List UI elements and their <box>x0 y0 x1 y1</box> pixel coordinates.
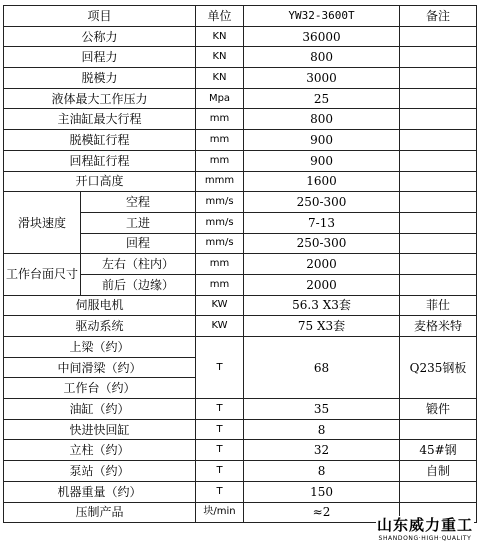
row-item: 回程力 <box>4 47 196 68</box>
row-item: 驱动系统 <box>4 316 196 337</box>
row-unit: T <box>196 461 244 482</box>
row-value: 7-13 <box>244 212 400 233</box>
row-note <box>400 233 477 254</box>
row-value: 2000 <box>244 274 400 295</box>
row-unit: T <box>196 337 244 399</box>
row-item: 油缸（约） <box>4 399 196 420</box>
table-row <box>4 316 477 337</box>
header-unit: 单位 <box>196 6 244 27</box>
spec-table-wrapper <box>3 5 477 523</box>
row-item: 压制产品 <box>4 502 196 523</box>
row-note <box>400 254 477 275</box>
table-row <box>4 254 477 275</box>
row-unit: mm <box>196 150 244 171</box>
row-unit: mm <box>196 254 244 275</box>
row-item: 开口高度 <box>4 171 196 192</box>
row-unit: KW <box>196 316 244 337</box>
table-row <box>4 150 477 171</box>
row-value: ≈2 <box>244 502 400 523</box>
row-value: 32 <box>244 440 400 461</box>
row-note <box>400 481 477 502</box>
row-unit: T <box>196 399 244 420</box>
row-value: 36000 <box>244 26 400 47</box>
row-item: 回程缸行程 <box>4 150 196 171</box>
row-value: 68 <box>244 337 400 399</box>
header-model: YW32-3600T <box>244 6 400 27</box>
row-note <box>400 26 477 47</box>
row-item: 工进 <box>81 212 196 233</box>
row-note <box>400 171 477 192</box>
spec-table <box>3 5 477 523</box>
table-row <box>4 26 477 47</box>
row-item: 立柱（约） <box>4 440 196 461</box>
row-value: 8 <box>244 419 400 440</box>
row-value: 75 X3套 <box>244 316 400 337</box>
table-row <box>4 109 477 130</box>
row-item: 前后（边缘） <box>81 274 196 295</box>
row-unit: T <box>196 419 244 440</box>
row-item: 主油缸最大行程 <box>4 109 196 130</box>
row-note: 45#钢 <box>400 440 477 461</box>
table-row <box>4 171 477 192</box>
row-item: 左右（柱内） <box>81 254 196 275</box>
row-item: 上梁（约） <box>4 337 196 358</box>
row-note <box>400 150 477 171</box>
row-value: 250-300 <box>244 233 400 254</box>
row-item: 伺服电机 <box>4 295 196 316</box>
row-unit: mm/s <box>196 192 244 213</box>
table-row <box>4 130 477 151</box>
table-row <box>4 295 477 316</box>
row-note: 麦格米特 <box>400 316 477 337</box>
row-unit: KN <box>196 26 244 47</box>
logo-main-text: 山东威力重工 <box>376 516 473 534</box>
table-row <box>4 47 477 68</box>
row-value: 3000 <box>244 68 400 89</box>
row-note <box>400 68 477 89</box>
row-unit: Mpa <box>196 88 244 109</box>
row-unit: mm/s <box>196 233 244 254</box>
row-item: 快进快回缸 <box>4 419 196 440</box>
row-unit: T <box>196 481 244 502</box>
logo-sub-text: SHANDONG·HIGH·QUALITY <box>378 535 472 542</box>
row-value: 25 <box>244 88 400 109</box>
table-row <box>4 399 477 420</box>
table-row <box>4 481 477 502</box>
row-value: 2000 <box>244 254 400 275</box>
header-note: 备注 <box>400 6 477 27</box>
row-unit: 块/min <box>196 502 244 523</box>
row-item: 脱模力 <box>4 68 196 89</box>
group-label-slider-speed: 滑块速度 <box>4 192 81 254</box>
row-note <box>400 47 477 68</box>
row-value: 1600 <box>244 171 400 192</box>
row-note <box>400 212 477 233</box>
row-unit: mm <box>196 130 244 151</box>
table-row <box>4 440 477 461</box>
row-note: Q235钢板 <box>400 337 477 399</box>
row-unit: mm <box>196 274 244 295</box>
row-item: 公称力 <box>4 26 196 47</box>
row-item: 泵站（约） <box>4 461 196 482</box>
row-note: 锻件 <box>400 399 477 420</box>
group-label-table-size: 工作台面尺寸 <box>4 254 81 295</box>
row-value: 250-300 <box>244 192 400 213</box>
row-value: 800 <box>244 109 400 130</box>
row-unit: T <box>196 440 244 461</box>
row-unit: KN <box>196 68 244 89</box>
row-value: 56.3 X3套 <box>244 295 400 316</box>
table-row <box>4 461 477 482</box>
table-row <box>4 192 477 213</box>
row-value: 900 <box>244 150 400 171</box>
row-note <box>400 109 477 130</box>
row-unit: KN <box>196 47 244 68</box>
row-unit: mm/s <box>196 212 244 233</box>
table-row <box>4 88 477 109</box>
row-value: 35 <box>244 399 400 420</box>
header-item: 项目 <box>4 6 196 27</box>
row-value: 8 <box>244 461 400 482</box>
row-item: 空程 <box>81 192 196 213</box>
table-row <box>4 419 477 440</box>
row-item: 液体最大工作压力 <box>4 88 196 109</box>
row-note <box>400 88 477 109</box>
row-note <box>400 130 477 151</box>
table-header-row <box>4 6 477 27</box>
row-unit: mmm <box>196 171 244 192</box>
table-row <box>4 337 477 358</box>
row-item: 工作台（约） <box>4 378 196 399</box>
row-item: 回程 <box>81 233 196 254</box>
row-note: 自制 <box>400 461 477 482</box>
row-unit: mm <box>196 109 244 130</box>
company-logo <box>376 516 474 546</box>
row-item: 脱模缸行程 <box>4 130 196 151</box>
row-value: 150 <box>244 481 400 502</box>
row-note <box>400 274 477 295</box>
row-unit: KW <box>196 295 244 316</box>
row-value: 900 <box>244 130 400 151</box>
row-item: 机器重量（约） <box>4 481 196 502</box>
table-row <box>4 68 477 89</box>
row-note <box>400 419 477 440</box>
row-value: 800 <box>244 47 400 68</box>
row-note <box>400 192 477 213</box>
row-item: 中间滑梁（约） <box>4 357 196 378</box>
row-note: 菲仕 <box>400 295 477 316</box>
